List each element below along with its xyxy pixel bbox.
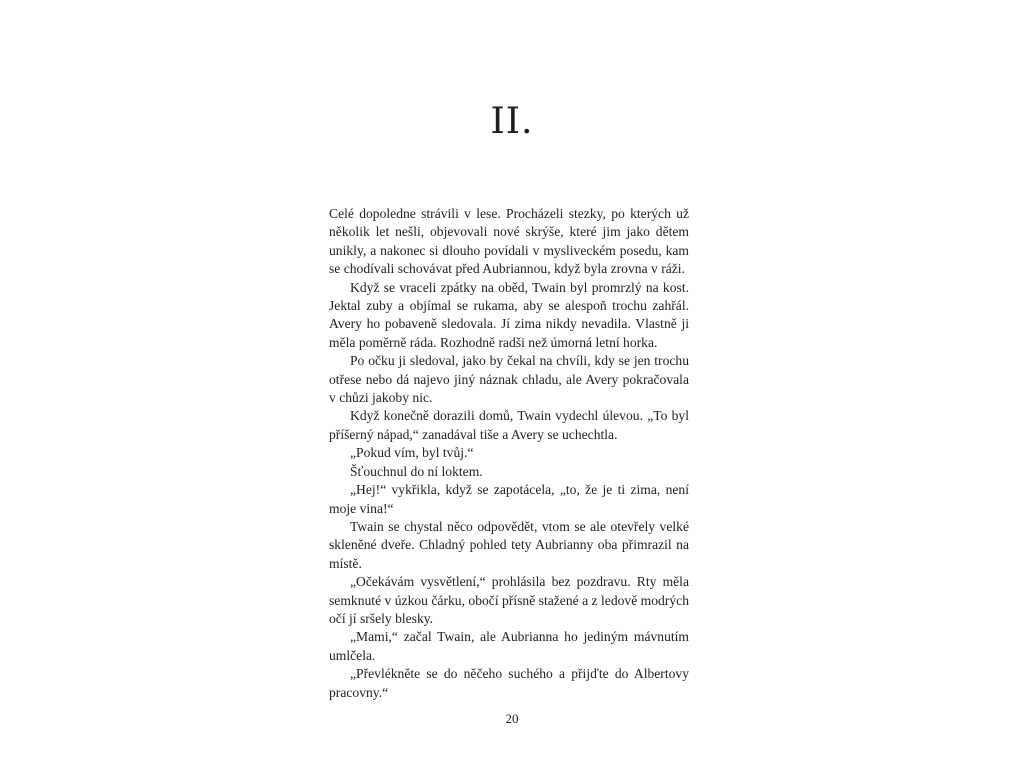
paragraph: Celé dopoledne strávili v lese. Procházeli stezky, po kterých už několik let nešli, objevovali nové skrýše, které jim jako dětem unikly, a nakonec si dlouho povídali v mysliveckém posedu, kam se chodívali schovávat před Aubriannou, když byla zrovna v ráži. (329, 206, 689, 277)
paragraph: Twain se chystal něco odpovědět, vtom se ale otevřely velké skleněné dveře. Chladný pohled tety Aubrianny oba přimrazil na místě. (329, 518, 689, 571)
paragraph: „Mami,“ začal Twain, ale Aubrianna ho jediným mávnutím umlčela. (329, 629, 689, 663)
page-number: 20 (505, 711, 519, 726)
paragraph: Šťouchnul do ní loktem. (350, 463, 483, 479)
chapter-title: II. (490, 101, 534, 142)
paragraph: Po očku ji sledoval, jako by čekal na chvíli, kdy se jen trochu otřese nebo dá najevo jiný náznak chladu, ale Avery pokračovala v chůzi jakoby nic. (329, 353, 689, 406)
paragraph: Když se vraceli zpátky na oběd, Twain byl promrzlý na kost. Jektal zuby a objímal se rukama, aby se alespoň trochu zahřál. Avery ho pobaveně sledovala. Jí zima nikdy nevadila. Vlastně ji měla poměrně ráda. Rozhodně radši než úmorná letní horka. (329, 279, 689, 350)
paragraph: Když konečně dorazili domů, Twain vydechl úlevou. „To byl příšerný nápad,“ zanadával tiše a Avery se uchechtla. (329, 408, 689, 442)
paragraph: „Hej!“ vykřikla, když se zapotácela, „to, že je ti zima, není moje vina!“ (329, 482, 689, 516)
paragraph: „Převlékněte se do něčeho suchého a přijďte do Albertovy pracovny.“ (329, 666, 689, 700)
paragraph: „Pokud vím, byl tvůj.“ (350, 445, 474, 461)
paragraph: „Očekávám vysvětlení,“ prohlásila bez pozdravu. Rty měla semknuté v úzkou čárku, obočí přísně stažené a z ledově modrých očí jí sršely blesky. (329, 574, 689, 626)
chapter-body (329, 205, 689, 702)
